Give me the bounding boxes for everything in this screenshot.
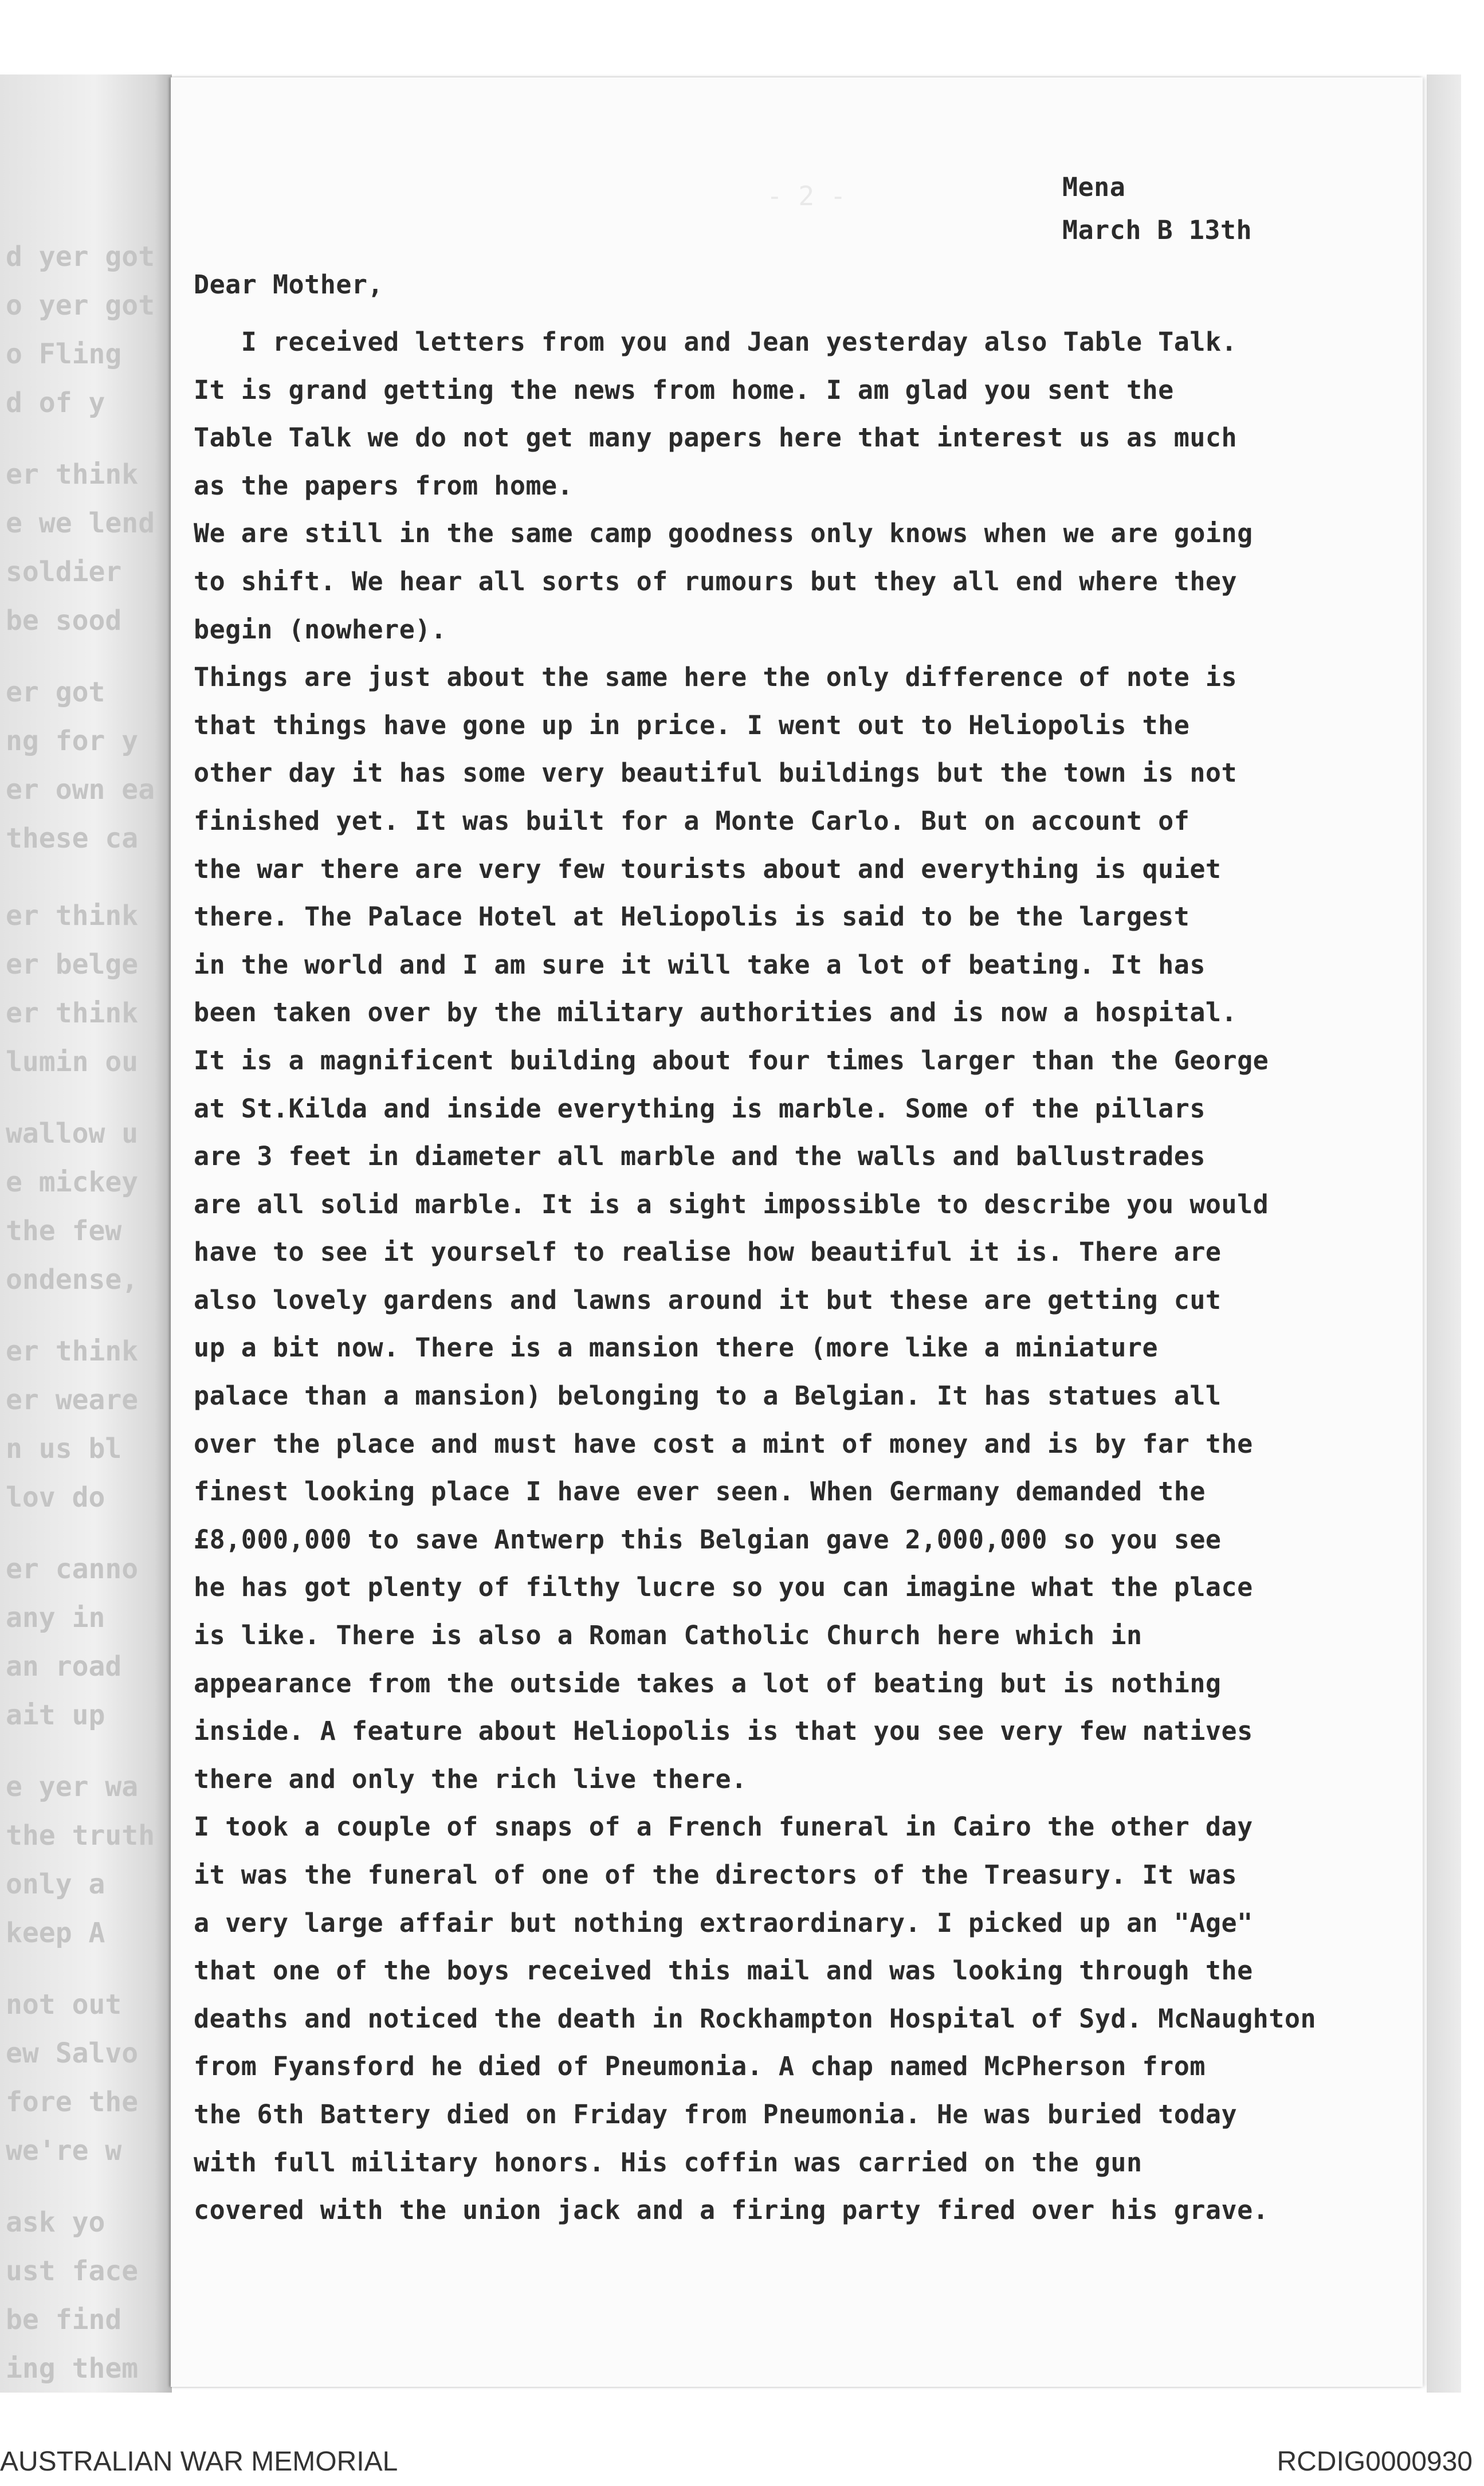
- left-page-text-fragment: an road: [6, 1650, 122, 1683]
- footer-source: AUSTRALIAN WAR MEMORIAL: [0, 2446, 398, 2477]
- left-page-text-fragment: ask yo: [6, 2206, 105, 2238]
- letter-line: Table Talk we do not get many papers here that interest us as much: [194, 422, 1238, 453]
- left-page-text-fragment: er think: [6, 1335, 139, 1367]
- left-page-text-fragment: er think: [6, 458, 139, 491]
- left-page-text-fragment: e yer wa: [6, 1771, 139, 1803]
- bleed-through-page-number: - 2 -: [767, 181, 846, 211]
- letter-line: in the world and I am sure it will take a lot of beating. It has: [194, 949, 1206, 980]
- letter-line: It is a magnificent building about four times larger than the George: [194, 1045, 1269, 1076]
- letter-line: the war there are very few tourists about and everything is quiet: [194, 853, 1222, 884]
- left-page-edge: [0, 74, 172, 2393]
- letter-line: deaths and noticed the death in Rockhampton Hospital of Syd. McNaughton: [194, 2003, 1317, 2034]
- letter-line: at St.Kilda and inside everything is marble. Some of the pillars: [194, 1093, 1206, 1124]
- page-stack-shadow: [1427, 74, 1461, 2393]
- left-page-text-fragment: the truth: [6, 1820, 155, 1852]
- left-page-text-fragment: lov do: [6, 1481, 105, 1513]
- left-page-text-fragment: d yer got: [6, 241, 155, 273]
- letter-line: it was the funeral of one of the directors of the Treasury. It was: [194, 1860, 1238, 1890]
- letter-line: have to see it yourself to realise how beautiful it is. There are: [194, 1237, 1222, 1268]
- left-page-text-fragment: o yer got: [6, 289, 155, 321]
- letter-line: he has got plenty of filthy lucre so you can imagine what the place: [194, 1572, 1253, 1603]
- letter-line: there and only the rich live there.: [194, 1763, 747, 1794]
- letter-line: a very large affair but nothing extraordinary. I picked up an "Age": [194, 1907, 1253, 1938]
- left-page-text-fragment: er think: [6, 900, 139, 932]
- letter-line: other day it has some very beautiful buildings but the town is not: [194, 758, 1238, 789]
- letter-page: [171, 77, 1423, 2387]
- letter-line: covered with the union jack and a firing party fired over his grave.: [194, 2195, 1269, 2226]
- left-page-text-fragment: er own ea: [6, 774, 155, 806]
- left-page-text-fragment: d of y: [6, 387, 105, 419]
- left-page-text-fragment: e mickey: [6, 1166, 139, 1198]
- letter-date: March B 13th: [1062, 215, 1253, 245]
- letter-line: with full military honors. His coffin was carried on the gun: [194, 2147, 1143, 2178]
- letter-line: I received letters from you and Jean yesterday also Table Talk.: [194, 327, 1238, 357]
- left-page-text-fragment: not out: [6, 1989, 122, 2021]
- left-page-text-fragment: n us bl: [6, 1433, 122, 1465]
- letter-line: that one of the boys received this mail and was looking through the: [194, 1955, 1253, 1986]
- letter-line: is like. There is also a Roman Catholic Church here which in: [194, 1620, 1143, 1651]
- letter-line: We are still in the same camp goodness only knows when we are going: [194, 518, 1253, 549]
- letter-line: to shift. We hear all sorts of rumours but they all end where they: [194, 566, 1238, 597]
- left-page-text-fragment: ondense,: [6, 1264, 139, 1296]
- left-page-text-fragment: fore the: [6, 2086, 139, 2118]
- left-page-text-fragment: ew Salvo: [6, 2037, 139, 2069]
- letter-line: are all solid marble. It is a sight impossible to describe you would: [194, 1189, 1269, 1220]
- left-page-text-fragment: be find: [6, 2304, 122, 2336]
- left-page-text-fragment: er weare: [6, 1384, 139, 1416]
- letter-line: I took a couple of snaps of a French funeral in Cairo the other day: [194, 1811, 1253, 1842]
- left-page-text-fragment: the few: [6, 1215, 122, 1247]
- letter-line: appearance from the outside takes a lot of beating but is nothing: [194, 1668, 1222, 1699]
- left-page-text-fragment: e we lend: [6, 507, 155, 539]
- letter-line: It is grand getting the news from home. I am glad you sent the: [194, 374, 1174, 405]
- letter-line: been taken over by the military authorities and is now a hospital.: [194, 997, 1238, 1028]
- left-page-text-fragment: lumin ou: [6, 1046, 139, 1078]
- letter-line: palace than a mansion) belonging to a Belgian. It has statues all: [194, 1381, 1222, 1411]
- letter-line: as the papers from home.: [194, 470, 574, 501]
- left-page-text-fragment: we're w: [6, 2135, 122, 2167]
- letter-line: finest looking place I have ever seen. When Germany demanded the: [194, 1476, 1206, 1507]
- letter-line: from Fyansford he died of Pneumonia. A chap named McPherson from: [194, 2051, 1206, 2082]
- left-page-text-fragment: these ca: [6, 822, 139, 854]
- letter-line: also lovely gardens and lawns around it but these are getting cut: [194, 1284, 1222, 1315]
- left-page-text-fragment: o Fling: [6, 338, 122, 370]
- left-page-text-fragment: be sood: [6, 605, 122, 637]
- letter-line: finished yet. It was built for a Monte Carlo. But on account of: [194, 805, 1190, 836]
- letter-line: begin (nowhere).: [194, 614, 447, 645]
- letter-line: Things are just about the same here the only difference of note is: [194, 662, 1238, 693]
- left-page-text-fragment: ait up: [6, 1699, 105, 1731]
- letter-line: the 6th Battery died on Friday from Pneumonia. He was buried today: [194, 2099, 1238, 2130]
- letter-line: that things have gone up in price. I went out to Heliopolis the: [194, 709, 1190, 740]
- left-page-text-fragment: er canno: [6, 1553, 139, 1585]
- letter-line: there. The Palace Hotel at Heliopolis is said to be the largest: [194, 901, 1190, 932]
- left-page-text-fragment: er think: [6, 997, 139, 1029]
- left-page-text-fragment: wallow u: [6, 1117, 139, 1150]
- left-page-text-fragment: ing them: [6, 2352, 139, 2385]
- left-page-text-fragment: ng for y: [6, 725, 139, 757]
- letter-line: up a bit now. There is a mansion there (more like a miniature: [194, 1332, 1159, 1363]
- letter-line: over the place and must have cost a mint of money and is by far the: [194, 1428, 1253, 1459]
- left-page-text-fragment: er got: [6, 676, 105, 708]
- left-page-text-fragment: keep A: [6, 1917, 105, 1949]
- letter-line: £8,000,000 to save Antwerp this Belgian gave 2,000,000 so you see: [194, 1524, 1222, 1555]
- left-page-text-fragment: only a: [6, 1868, 105, 1900]
- letter-line: inside. A feature about Heliopolis is that you see very few natives: [194, 1716, 1253, 1747]
- left-page-text-fragment: soldier: [6, 556, 122, 588]
- letter-salutation: Dear Mother,: [194, 269, 384, 300]
- left-page-text-fragment: any in: [6, 1602, 105, 1634]
- left-page-text-fragment: er belge: [6, 948, 139, 981]
- letter-body: [194, 318, 1414, 2234]
- letter-line: are 3 feet in diameter all marble and the walls and ballustrades: [194, 1141, 1206, 1172]
- footer-record-id: RCDIG0000930: [1277, 2446, 1473, 2477]
- letter-place: Mena: [1062, 172, 1126, 202]
- left-page-text-fragment: ust face: [6, 2255, 139, 2287]
